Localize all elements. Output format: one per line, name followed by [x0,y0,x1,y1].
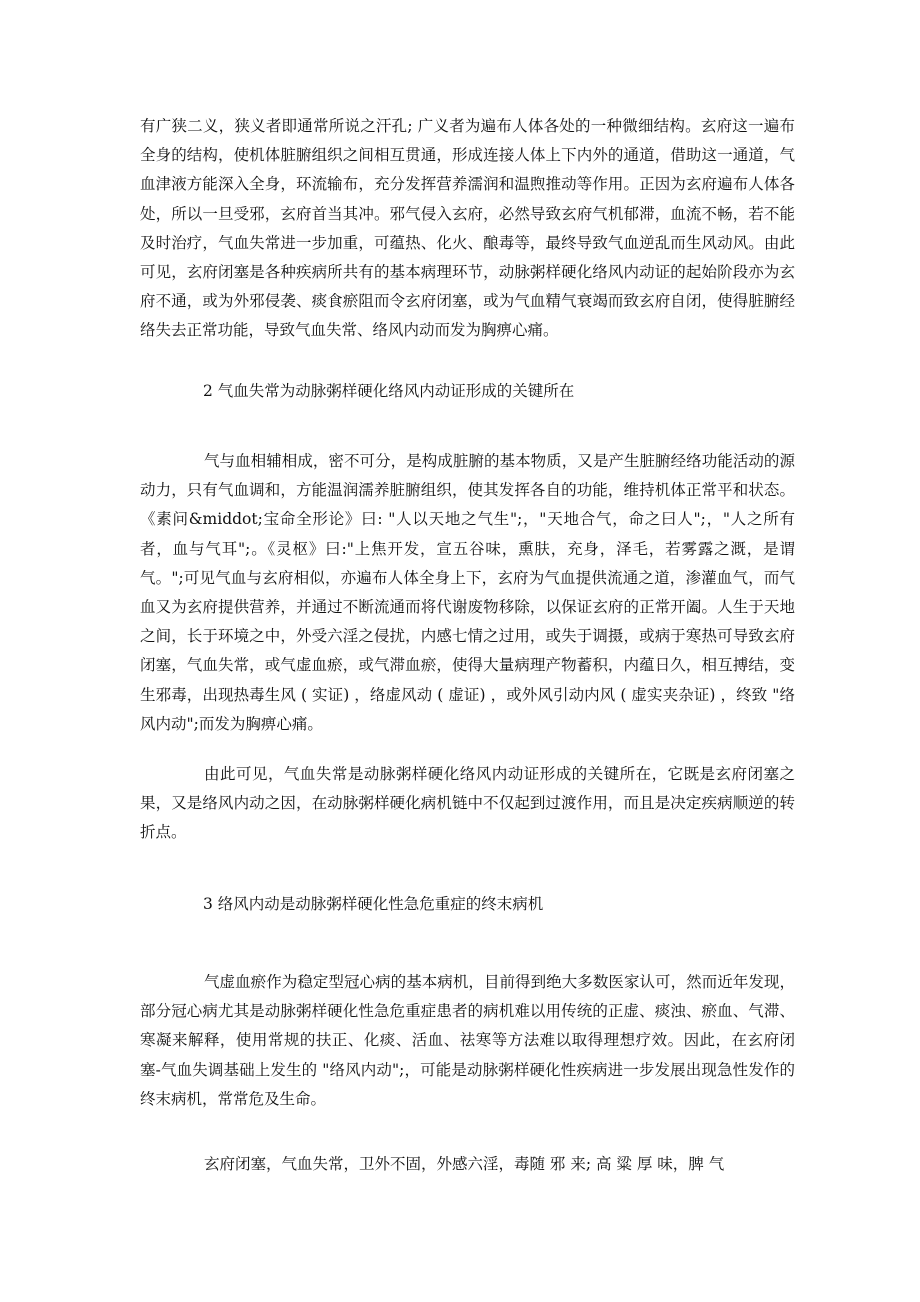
body-paragraph: 由此可见，气血失常是动脉粥样硬化络风内动证形成的关键所在，它既是玄府闭塞之果，又是络风内动之因，在动脉粥样硬化病机链中不仅起到过渡作用，而且是决定疾病顺逆的转折点。 [140,765,795,842]
body-paragraph: 气虚血瘀作为稳定型冠心病的基本病机，目前得到绝大多数医家认可，然而近年发现，部分冠心病尤其是动脉粥样硬化性急危重症患者的病机难以用传统的正虚、痰浊、瘀血、气滞、寒凝来解释，使用常规的扶正、化痰、活血、祛寒等方法难以取得理想疗效。因此，在玄府闭塞-气血失调基础上发生的 "络风内动";，可能是动脉粥样硬化性疾病进一步发展出现急性发作的终末病机，常常危及生命。 [140,973,795,1108]
section-heading: 3 络风内动是动脉粥样硬化性急危重症的终末病机 [203,895,544,913]
body-paragraph: 玄府闭塞，气血失常，卫外不固，外感六淫，毒随 邪 来; 高 粱 厚 味，脾 气 [204,1155,725,1173]
body-paragraph: 气与血相辅相成，密不可分，是构成脏腑的基本物质，又是产生脏腑经络功能活动的源动力，只有气血调和，方能温润濡养脏腑组织，使其发挥各自的功能，维持机体正常平和状态。《素问&middot;宝命全形论》曰: "人以天地之气生";，"天地合气，命之曰人";，"人之所有者，血与气耳";。《灵枢》曰:"上焦开发，宣五谷味，熏肤，充身，泽毛，若雾露之溉，是谓气。";可见气血与玄府相似，亦遍布人体全身上下，玄府为气血提供流通之道，渗灌血气，而气血又为玄府提供营养，并通过不断流通而将代谢废物移除，以保证玄府的正常开阖。人生于天地之间，长于环境之中，外受六淫之侵扰，内感七情之过用，或失于调摄，或病于寒热可导致玄府闭塞，气血失常，或气虚血瘀，或气滞血瘀，使得大量病理产物蓄积，内蕴日久，相互搏结，变生邪毒，出现热毒生风 ( 实证) ，络虚风动 ( 虚证) ，或外风引动内风 ( 虚实夹杂证) ，终致 "络风内动";而发为胸痹心痛。 [140,452,795,733]
section-heading: 2 气血失常为动脉粥样硬化络风内动证形成的关键所在 [203,382,575,400]
body-paragraph: 有广狭二义，狭义者即通常所说之汗孔; 广义者为遍布人体各处的一种微细结构。玄府这一遍布全身的结构，使机体脏腑组织之间相互贯通，形成连接人体上下内外的通道，借助这一通道，气血津液方能深入全身，环流输布，充分发挥营养濡润和温煦推动等作用。正因为玄府遍布人体各处，所以一旦受邪，玄府首当其冲。邪气侵入玄府，必然导致玄府气机郁滞，血流不畅，若不能及时治疗，气血失常进一步加重，可蕴热、化火、酿毒等，最终导致气血逆乱而生风动风。由此可见，玄府闭塞是各种疾病所共有的基本病理环节，动脉粥样硬化络风内动证的起始阶段亦为玄府不通，或为外邪侵袭、痰食瘀阻而令玄府闭塞，或为气血精气衰竭而致玄府自闭，使得脏腑经络失去正常功能，导致气血失常、络风内动而发为胸痹心痛。 [140,117,795,340]
